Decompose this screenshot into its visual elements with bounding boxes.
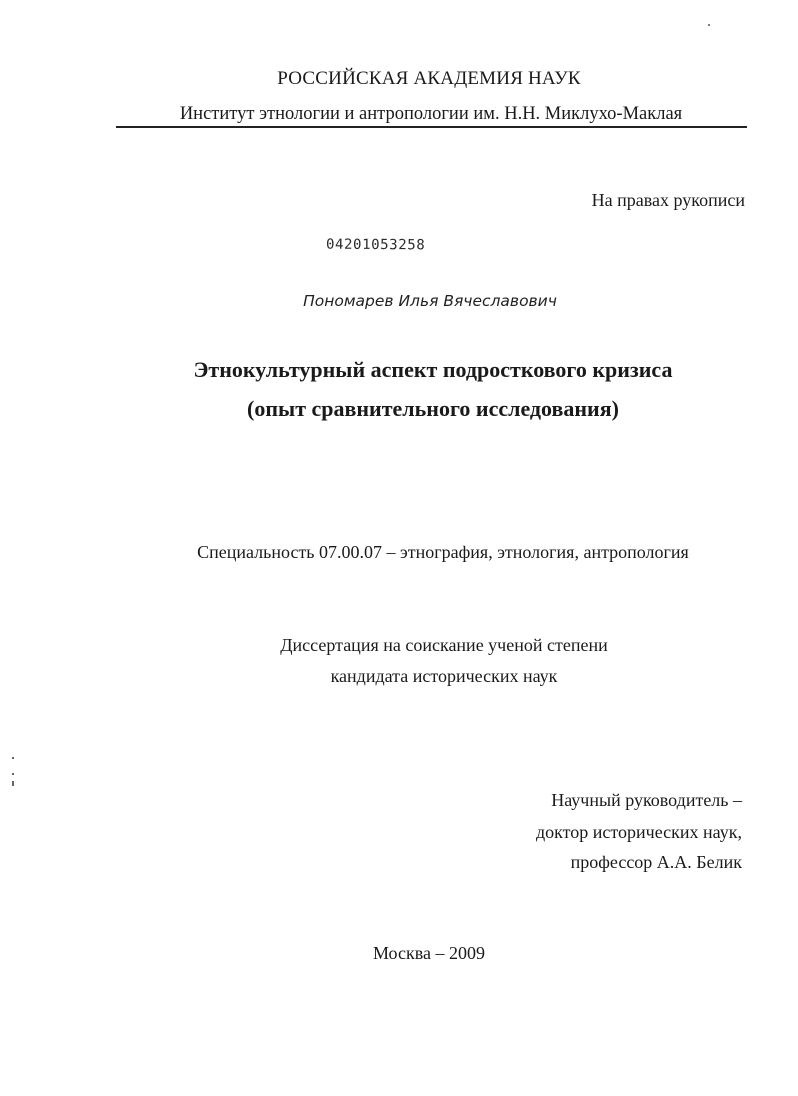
scan-speck bbox=[708, 24, 710, 26]
scan-binding-marks bbox=[10, 757, 16, 791]
dissertation-title-line-1: Этнокультурный аспект подросткового кризиса bbox=[193, 357, 673, 382]
advisor-degree: доктор исторических наук, bbox=[536, 822, 742, 842]
advisor-role: Научный руководитель – bbox=[551, 790, 742, 810]
degree-line-1: Диссертация на соискание ученой степени bbox=[280, 635, 608, 655]
header-divider bbox=[116, 126, 747, 128]
institute-name: Институт этнологии и антропологии им. Н.Н. Миклухо-Маклая bbox=[179, 104, 683, 124]
dissertation-title-line-2: (опыт сравнительного исследования) bbox=[247, 396, 619, 421]
advisor-name: профессор А.А. Белик bbox=[570, 852, 742, 872]
author-name: Пономарев Илья Вячеславович bbox=[303, 292, 557, 310]
manuscript-rights-note: На правах рукописи bbox=[591, 190, 745, 210]
degree-line-2: кандидата исторических наук bbox=[330, 666, 558, 686]
place-and-year: Москва – 2009 bbox=[373, 943, 485, 963]
catalog-code-stamp: 04201053258 bbox=[325, 236, 426, 254]
academy-name: РОССИЙСКАЯ АКАДЕМИЯ НАУК bbox=[277, 68, 581, 89]
specialty-line: Специальность 07.00.07 – этнография, этнология, антропология bbox=[197, 542, 689, 562]
